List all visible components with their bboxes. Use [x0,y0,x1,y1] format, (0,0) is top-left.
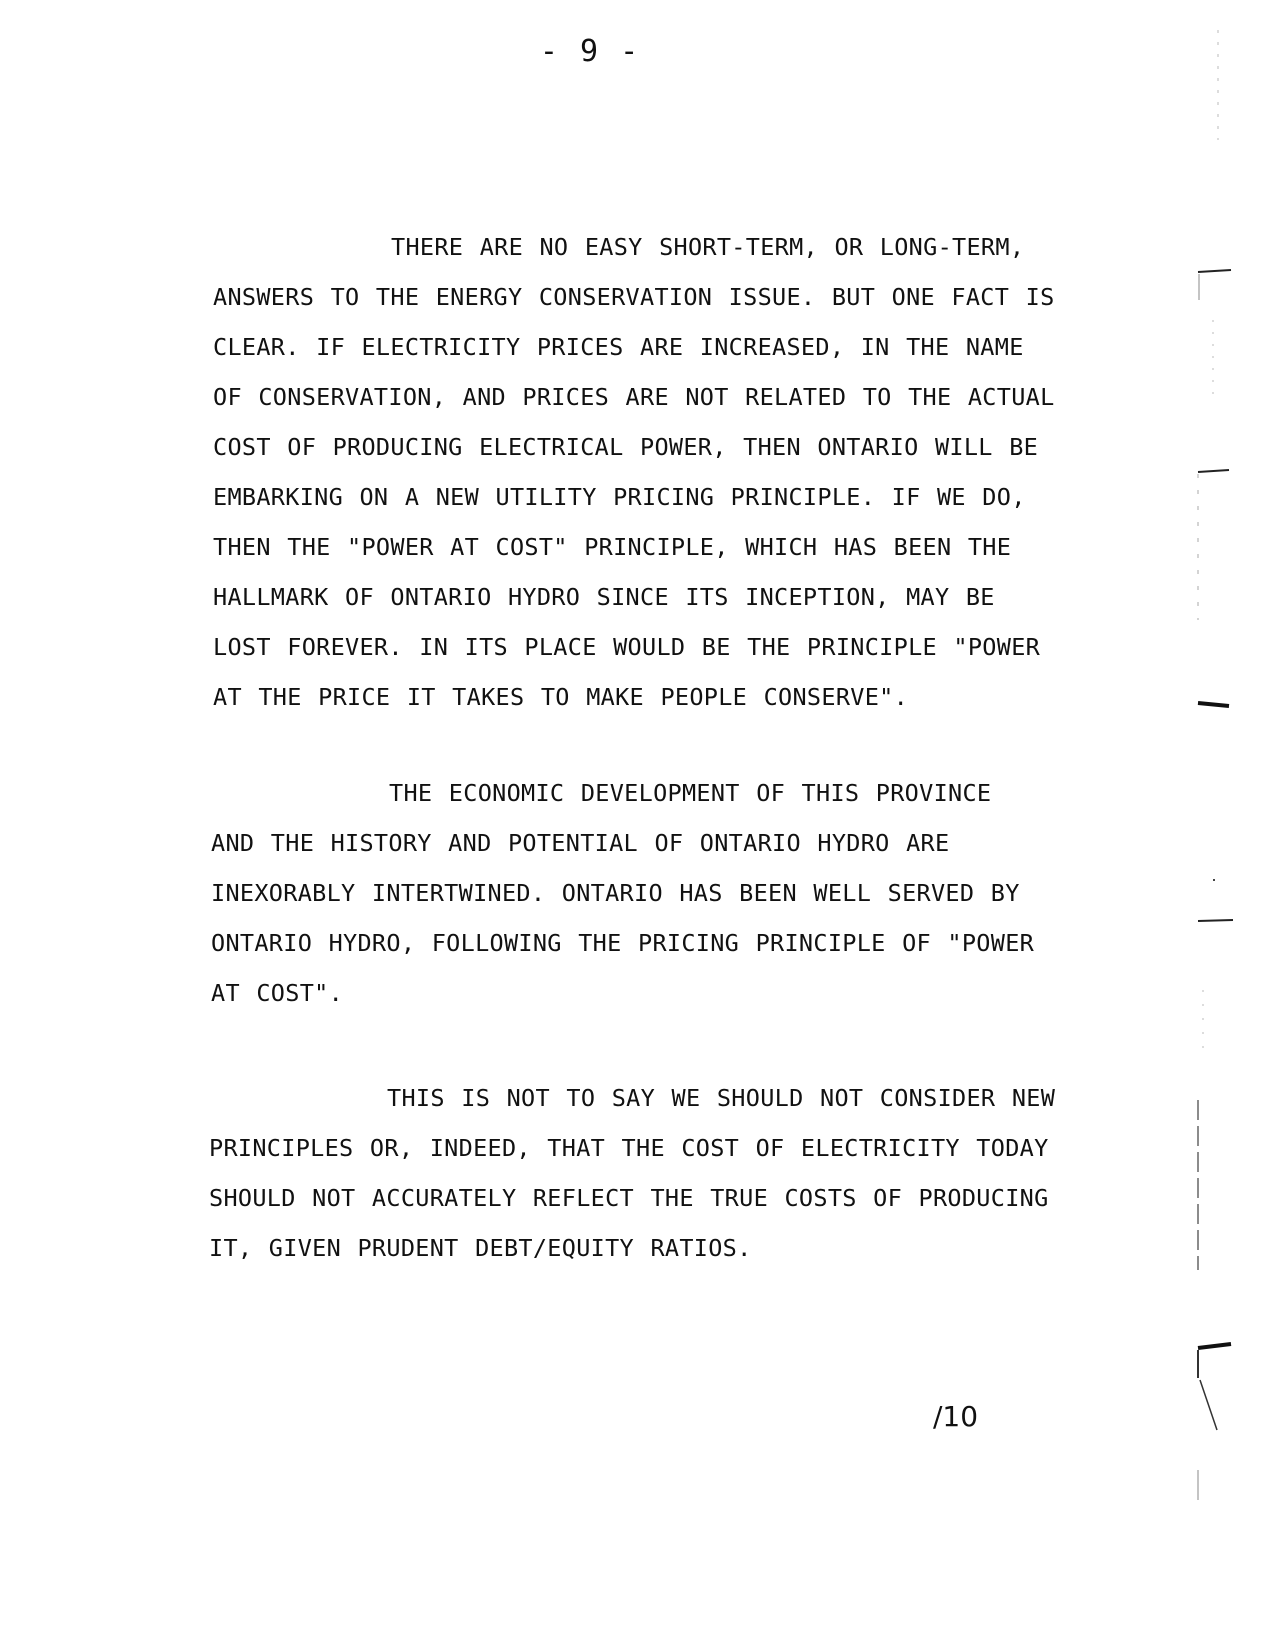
paragraph-line: AND THE HISTORY AND POTENTIAL OF ONTARIO HYDRO ARE [211,829,950,857]
paragraph-1 [213,222,1093,722]
paragraph-line: PRINCIPLES OR, INDEED, THAT THE COST OF ELECTRICITY TODAY [209,1134,1049,1162]
paragraph-line: HALLMARK OF ONTARIO HYDRO SINCE ITS INCEPTION, MAY BE [213,583,995,611]
paragraph-line: ONTARIO HYDRO, FOLLOWING THE PRICING PRINCIPLE OF "POWER [211,929,1035,957]
paragraph-line: IT, GIVEN PRUDENT DEBT/EQUITY RATIOS. [209,1234,752,1262]
paragraph-line: AT COST". [211,979,344,1007]
paragraph-line: THIS IS NOT TO SAY WE SHOULD NOT CONSIDER NEW [387,1084,1056,1112]
page-number: - 9 - [539,34,641,69]
paragraph-line: THEN THE "POWER AT COST" PRINCIPLE, WHICH HAS BEEN THE [213,533,1012,561]
paragraph-3 [209,1073,1089,1273]
paragraph-line: AT THE PRICE IT TAKES TO MAKE PEOPLE CONSERVE". [213,683,909,711]
paragraph-line: THERE ARE NO EASY SHORT-TERM, OR LONG-TERM, [391,233,1025,261]
paragraph-line: LOST FOREVER. IN ITS PLACE WOULD BE THE PRINCIPLE "POWER [213,633,1041,661]
paragraph-line: EMBARKING ON A NEW UTILITY PRICING PRINCIPLE. IF WE DO, [213,483,1026,511]
paragraph-line: COST OF PRODUCING ELECTRICAL POWER, THEN ONTARIO WILL BE [213,433,1039,461]
paragraph-line: OF CONSERVATION, AND PRICES ARE NOT RELATED TO THE ACTUAL [213,383,1055,411]
paragraph-2 [211,768,1091,1018]
paragraph-line: SHOULD NOT ACCURATELY REFLECT THE TRUE COSTS OF PRODUCING [209,1184,1049,1212]
paragraph-line: THE ECONOMIC DEVELOPMENT OF THIS PROVINCE [389,779,992,807]
paragraph-line: INEXORABLY INTERTWINED. ONTARIO HAS BEEN WELL SERVED BY [211,879,1020,907]
scan-edge-marks [1173,0,1263,1630]
paragraph-line: ANSWERS TO THE ENERGY CONSERVATION ISSUE. BUT ONE FACT IS [213,283,1055,311]
paragraph-line: CLEAR. IF ELECTRICITY PRICES ARE INCREASED, IN THE NAME [213,333,1024,361]
continuation-marker: /10 [933,1400,979,1433]
